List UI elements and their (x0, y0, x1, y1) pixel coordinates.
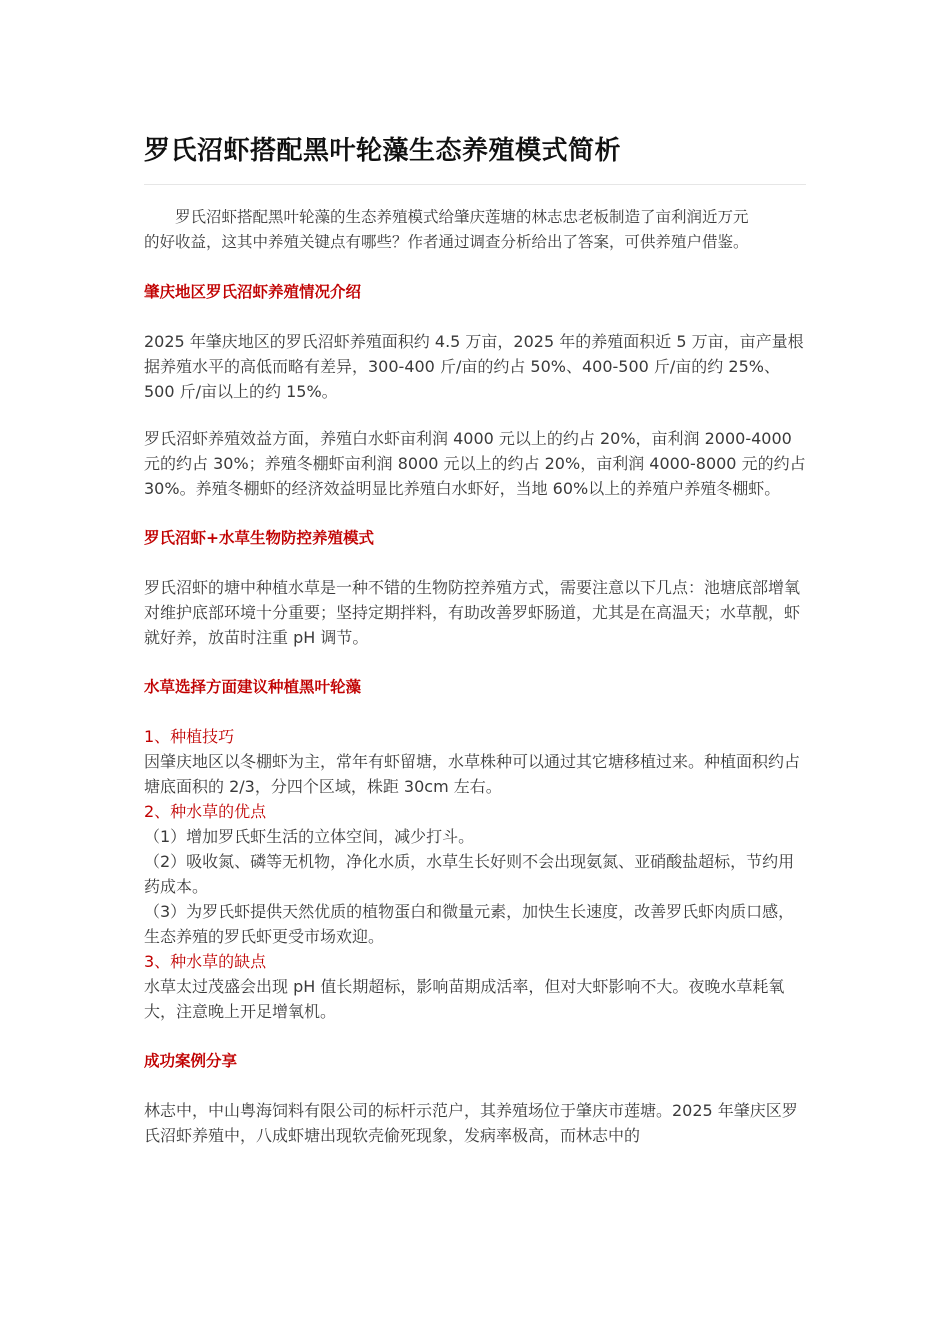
subheading-planting: 1、种植技巧 (144, 727, 235, 746)
article-title: 罗氏沼虾搭配黑叶轮藻生态养殖模式简析 (144, 136, 622, 166)
section-heading-model: 罗氏沼虾+水草生物防控养殖模式 (144, 529, 374, 547)
title-divider (144, 184, 806, 185)
section-heading-situation: 肇庆地区罗氏沼虾养殖情况介绍 (144, 283, 362, 301)
advantage-item-2: （2）吸收氮、磷等无机物，净化水质，水草生长好则不会出现氨氮、亚硝酸盐超标，节约用药成本。 (144, 852, 795, 896)
subheading-disadvantages: 3、种水草的缺点 (144, 952, 267, 971)
paragraph-model: 罗氏沼虾的塘中种植水草是一种不错的生物防控养殖方式，需要注意以下几点：池塘底部增氧对维护底部环境十分重要；坚持定期拌料，有助改善罗虾肠道，尤其是在高温天；水草靓，虾就好养，放苗时注重 pH 调节。 (144, 578, 801, 647)
paragraph-case: 林志中，中山粤海饲料有限公司的标杆示范户，其养殖场位于肇庆市莲塘。2025 年肇庆区罗氏沼虾养殖中，八成虾塘出现软壳偷死现象，发病率极高，而林志中的 (144, 1101, 798, 1145)
article (144, 128, 806, 1148)
paragraph-area: 2025 年肇庆地区的罗氏沼虾养殖面积约 4.5 万亩，2025 年的养殖面积近 5 万亩，亩产量根据养殖水平的高低而略有差异，300-400 斤/亩的约占 50%、400-500 斤/亩的约 25%、500 斤/亩以上的约 15%。 (144, 332, 804, 401)
section-heading-plant: 水草选择方面建议种植黑叶轮藻 (144, 678, 362, 696)
advantage-item-1: （1）增加罗氏虾生活的立体空间，减少打斗。 (144, 827, 475, 846)
section-heading-case: 成功案例分享 (144, 1052, 238, 1070)
subheading-advantages: 2、种水草的优点 (144, 802, 267, 821)
paragraph-disadvantages: 水草太过茂盛会出现 pH 值长期超标，影响苗期成活率，但对大虾影响不大。夜晚水草耗氧大，注意晚上开足增氧机。 (144, 977, 785, 1021)
intro-paragraph: 罗氏沼虾搭配黑叶轮藻的生态养殖模式给肇庆莲塘的林志忠老板制造了亩利润近万元的好收益，这其中养殖关键点有哪些？作者通过调查分析给出了答案，可供养殖户借鉴。 (144, 208, 749, 251)
paragraph-planting: 因肇庆地区以冬棚虾为主，常年有虾留塘，水草株种可以通过其它塘移植过来。种植面积约占塘底面积的 2/3，分四个区域，株距 30cm 左右。 (144, 752, 801, 796)
advantage-item-3: （3）为罗氏虾提供天然优质的植物蛋白和微量元素，加快生长速度，改善罗氏虾肉质口感，生态养殖的罗氏虾更受市场欢迎。 (144, 902, 795, 946)
paragraph-profit: 罗氏沼虾养殖效益方面，养殖白水虾亩利润 4000 元以上的约占 20%，亩利润 2000-4000 元的约占 30%；养殖冬棚虾亩利润 8000 元以上的约占 20%，亩利润 4000-8000 元的约占 30%。养殖冬棚虾的经济效益明显比养殖白水虾好，当地 60%以上的养殖户养殖冬棚虾。 (144, 429, 806, 498)
